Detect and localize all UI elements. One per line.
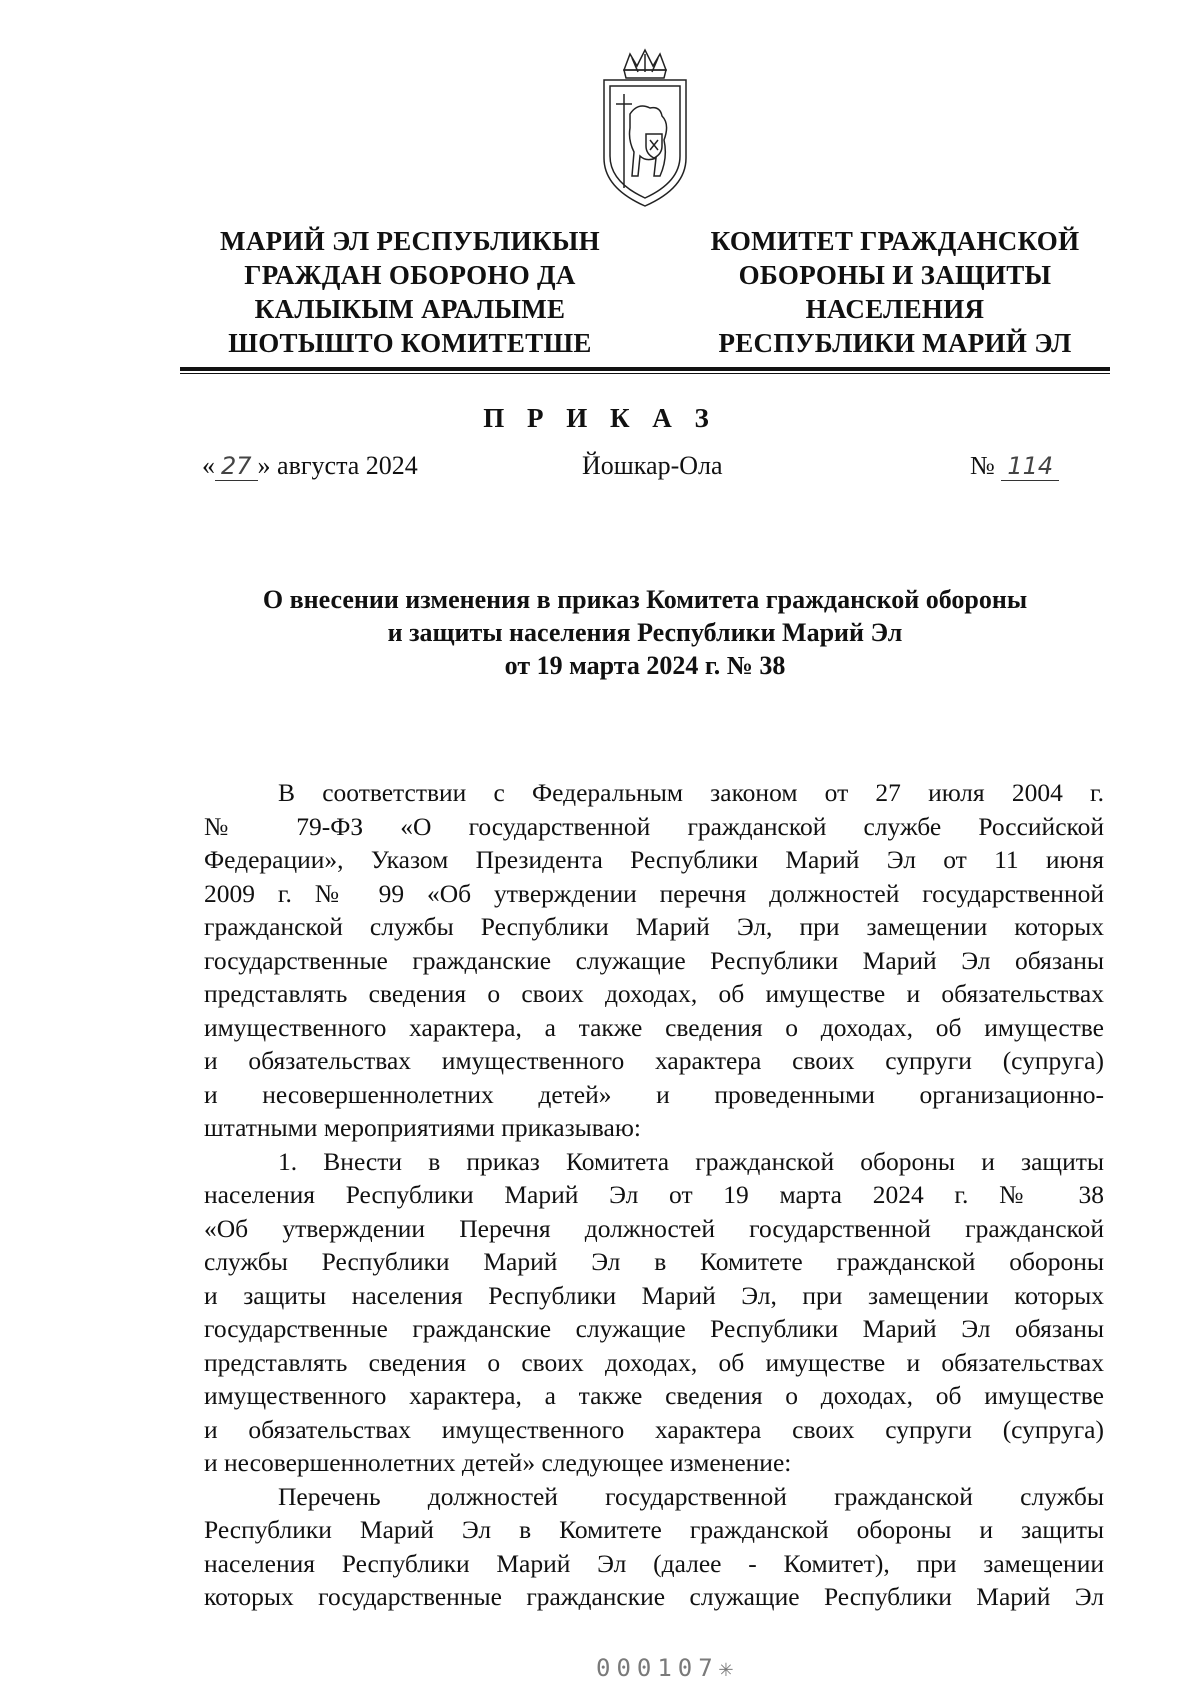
body-line: «Об утверждении Перечня должностей государственной гражданской [204,1213,1104,1243]
body-line: гражданской службы Республики Марий Эл, при замещении которых [204,912,1104,941]
stamp-number: 000107 [596,1654,719,1682]
header-right-line: КОМИТЕТ ГРАЖДАНСКОЙ [710,226,1080,256]
header-left-line: ГРАЖДАН ОБОРОНО ДА [244,260,576,290]
body-line: населения Республики Марий Эл (далее - Комитет), при замещении [204,1548,1104,1578]
document-type-title: П Р И К А З [483,403,717,433]
subject-line: от 19 марта 2024 г. № 38 [504,651,786,680]
body-line: Республики Марий Эл в Комитете гражданской обороны и защиты [204,1515,1104,1544]
body-line: и несовершеннолетних детей» следующее изменение: [204,1448,792,1477]
coat-of-arms-emblem [594,48,696,210]
date-open-quote: « [202,451,215,480]
header-rule-thick [180,367,1110,371]
header-rule-thin [180,373,1110,374]
header-right-line: ОБОРОНЫ И ЗАЩИТЫ [738,260,1052,290]
body-line: имущественного характера, а также сведения о доходах, об имуществе [204,1381,1104,1410]
body-line: которых государственные гражданские служащие Республики Марий Эл [204,1582,1104,1611]
header-right-line: РЕСПУБЛИКИ МАРИЙ ЭЛ [718,328,1072,358]
document-number [970,451,1059,481]
body-line: 1. Внести в приказ Комитета гражданской обороны и защиты [278,1146,1104,1176]
body-line: представлять сведения о своих доходах, об имуществе и обязательствах [204,979,1104,1008]
body-line: № 79-ФЗ «О государственной гражданской службе Российской [204,811,1104,841]
header-right-line: НАСЕЛЕНИЯ [805,294,985,324]
body-line: и обязательствах имущественного характера своих супруги (супруга) [204,1414,1104,1444]
document-date [202,451,418,481]
body-line: государственные гражданские служащие Республики Марий Эл обязаны [204,1314,1104,1343]
body-line: Федерации», Указом Президента Республики Марий Эл от 11 июня [204,845,1104,874]
header-left-line: КАЛЫКЫМ АРАЛЫМЕ [254,294,566,324]
body-line: 2009 г. № 99 «Об утверждении перечня должностей государственной [204,878,1104,908]
body-line: и защиты населения Республики Марий Эл, при замещении которых [204,1280,1104,1310]
subject-line: О внесении изменения в приказ Комитета гражданской обороны [262,585,1028,614]
body-line: и несовершеннолетних детей» и проведенными организационно- [204,1079,1104,1109]
body-line: и обязательствах имущественного характера своих супруги (супруга) [204,1046,1104,1075]
document-body [204,776,1104,1614]
document-city: Йошкар-Ола [582,451,723,480]
sheet-serial-stamp [596,1654,739,1682]
header-left-line: МАРИЙ ЭЛ РЕСПУБЛИКЫН [220,226,600,256]
header-left-line: ШОТЫШТО КОМИТЕТШЕ [228,328,592,358]
document-subject [180,583,1110,682]
body-line: Перечень должностей государственной гражданской службы [278,1481,1104,1511]
body-line: службы Республики Марий Эл в Комитете гражданской обороны [204,1247,1104,1276]
subject-line: и защиты населения Республики Марий Эл [387,618,903,647]
body-line: имущественного характера, а также сведения о доходах, об имуществе [204,1012,1104,1042]
date-day-handwritten: 27 [215,452,258,481]
body-line: населения Республики Марий Эл от 19 марта 2024 г. № 38 [204,1180,1104,1209]
asterisk-icon: ✳ [718,1654,740,1682]
header-right-russian [680,224,1110,360]
body-line: В соответствии с Федеральным законом от 27 июля 2004 г. [278,778,1104,807]
number-value-handwritten: 114 [1001,452,1059,481]
body-line: государственные гражданские служащие Республики Марий Эл обязаны [204,945,1104,975]
date-month-year: августа 2024 [277,451,418,480]
body-line: штатными мероприятиями приказываю: [204,1113,641,1142]
body-line: представлять сведения о своих доходах, об имуществе и обязательствах [204,1347,1104,1377]
date-close-quote: » [257,451,271,480]
header-left-mari [190,224,630,360]
number-sign: № [970,451,995,480]
